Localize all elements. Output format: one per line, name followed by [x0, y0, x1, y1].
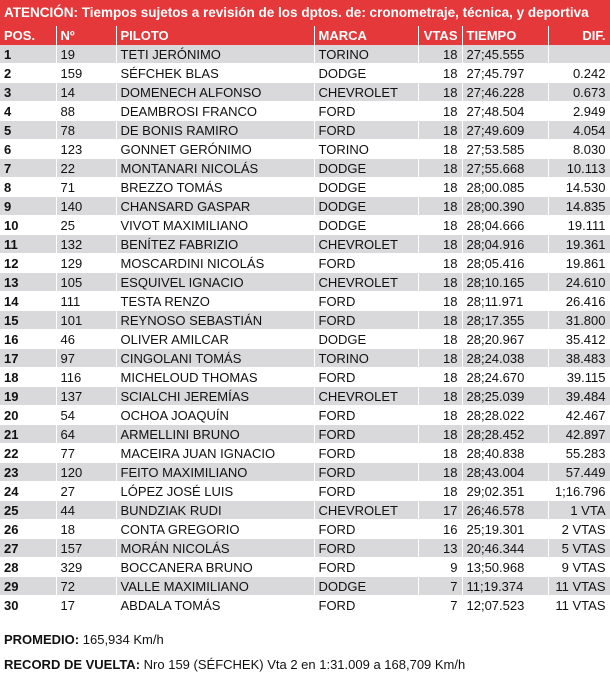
- cell-tiempo: 27;53.585: [462, 140, 548, 159]
- cell-pos: 27: [0, 539, 56, 558]
- cell-num: 27: [56, 482, 116, 501]
- cell-pos: 3: [0, 83, 56, 102]
- cell-marca: TORINO: [314, 349, 418, 368]
- cell-num: 71: [56, 178, 116, 197]
- cell-marca: FORD: [314, 425, 418, 444]
- cell-num: 120: [56, 463, 116, 482]
- cell-tiempo: 27;46.228: [462, 83, 548, 102]
- table-row: [0, 501, 610, 520]
- cell-tiempo: 28;24.038: [462, 349, 548, 368]
- table-row: [0, 330, 610, 349]
- cell-marca: TORINO: [314, 140, 418, 159]
- cell-pos: 25: [0, 501, 56, 520]
- cell-tiempo: 27;55.668: [462, 159, 548, 178]
- table-row: [0, 558, 610, 577]
- cell-pos: 9: [0, 197, 56, 216]
- cell-num: 116: [56, 368, 116, 387]
- col-header-dif: DIF.: [548, 26, 610, 45]
- col-header-piloto: PILOTO: [116, 26, 314, 45]
- cell-marca: CHEVROLET: [314, 235, 418, 254]
- cell-piloto: TETI JERÓNIMO: [116, 45, 314, 64]
- cell-vtas: 18: [418, 311, 462, 330]
- cell-dif: [548, 45, 610, 64]
- cell-num: 17: [56, 596, 116, 615]
- cell-dif: 39.115: [548, 368, 610, 387]
- cell-dif: 11 VTAS: [548, 577, 610, 596]
- cell-marca: DODGE: [314, 197, 418, 216]
- table-row: [0, 64, 610, 83]
- cell-tiempo: 20;46.344: [462, 539, 548, 558]
- cell-piloto: DEAMBROSI FRANCO: [116, 102, 314, 121]
- cell-piloto: CHANSARD GASPAR: [116, 197, 314, 216]
- cell-pos: 1: [0, 45, 56, 64]
- cell-marca: FORD: [314, 311, 418, 330]
- table-row: [0, 596, 610, 615]
- table-row: [0, 387, 610, 406]
- cell-pos: 28: [0, 558, 56, 577]
- cell-tiempo: 28;05.416: [462, 254, 548, 273]
- table-row: [0, 178, 610, 197]
- cell-vtas: 18: [418, 292, 462, 311]
- cell-vtas: 18: [418, 349, 462, 368]
- cell-marca: FORD: [314, 558, 418, 577]
- cell-marca: FORD: [314, 254, 418, 273]
- table-row: [0, 102, 610, 121]
- cell-vtas: 9: [418, 558, 462, 577]
- results-footer: [0, 615, 610, 674]
- cell-tiempo: 28;25.039: [462, 387, 548, 406]
- cell-piloto: CONTA GREGORIO: [116, 520, 314, 539]
- cell-piloto: BENÍTEZ FABRIZIO: [116, 235, 314, 254]
- cell-piloto: LÓPEZ JOSÉ LUIS: [116, 482, 314, 501]
- cell-vtas: 18: [418, 254, 462, 273]
- cell-pos: 11: [0, 235, 56, 254]
- cell-dif: 2.949: [548, 102, 610, 121]
- cell-vtas: 18: [418, 64, 462, 83]
- cell-piloto: MOSCARDINI NICOLÁS: [116, 254, 314, 273]
- cell-num: 105: [56, 273, 116, 292]
- table-row: [0, 482, 610, 501]
- cell-tiempo: 13;50.968: [462, 558, 548, 577]
- cell-num: 54: [56, 406, 116, 425]
- cell-vtas: 18: [418, 121, 462, 140]
- cell-vtas: 18: [418, 197, 462, 216]
- cell-num: 72: [56, 577, 116, 596]
- cell-tiempo: 25;19.301: [462, 520, 548, 539]
- cell-num: 111: [56, 292, 116, 311]
- cell-num: 78: [56, 121, 116, 140]
- cell-num: 22: [56, 159, 116, 178]
- cell-piloto: ESQUIVEL IGNACIO: [116, 273, 314, 292]
- cell-marca: FORD: [314, 368, 418, 387]
- cell-vtas: 18: [418, 482, 462, 501]
- cell-piloto: SCIALCHI JEREMÍAS: [116, 387, 314, 406]
- cell-pos: 18: [0, 368, 56, 387]
- cell-vtas: 18: [418, 235, 462, 254]
- cell-marca: FORD: [314, 102, 418, 121]
- cell-tiempo: 27;48.504: [462, 102, 548, 121]
- cell-piloto: ABDALA TOMÁS: [116, 596, 314, 615]
- table-row: [0, 368, 610, 387]
- cell-dif: 42.467: [548, 406, 610, 425]
- cell-vtas: 7: [418, 596, 462, 615]
- cell-vtas: 7: [418, 577, 462, 596]
- cell-tiempo: 28;20.967: [462, 330, 548, 349]
- lap-record-label: RECORD DE VUELTA:: [4, 657, 141, 672]
- cell-dif: 2 VTAS: [548, 520, 610, 539]
- cell-marca: FORD: [314, 406, 418, 425]
- cell-marca: CHEVROLET: [314, 83, 418, 102]
- cell-num: 64: [56, 425, 116, 444]
- cell-marca: FORD: [314, 463, 418, 482]
- cell-pos: 23: [0, 463, 56, 482]
- results-table: [0, 26, 610, 615]
- cell-pos: 24: [0, 482, 56, 501]
- cell-vtas: 13: [418, 539, 462, 558]
- cell-dif: 1 VTA: [548, 501, 610, 520]
- cell-tiempo: 12;07.523: [462, 596, 548, 615]
- cell-tiempo: 28;17.355: [462, 311, 548, 330]
- cell-pos: 20: [0, 406, 56, 425]
- cell-tiempo: 28;04.916: [462, 235, 548, 254]
- cell-num: 97: [56, 349, 116, 368]
- table-row: [0, 254, 610, 273]
- cell-num: 88: [56, 102, 116, 121]
- cell-piloto: MORÁN NICOLÁS: [116, 539, 314, 558]
- cell-dif: 0.673: [548, 83, 610, 102]
- table-row: [0, 311, 610, 330]
- cell-pos: 21: [0, 425, 56, 444]
- cell-marca: DODGE: [314, 178, 418, 197]
- cell-piloto: OCHOA JOAQUÍN: [116, 406, 314, 425]
- cell-vtas: 18: [418, 102, 462, 121]
- cell-dif: 24.610: [548, 273, 610, 292]
- lap-record: [4, 656, 610, 674]
- cell-pos: 8: [0, 178, 56, 197]
- cell-marca: FORD: [314, 520, 418, 539]
- cell-pos: 5: [0, 121, 56, 140]
- cell-tiempo: 28;28.022: [462, 406, 548, 425]
- cell-marca: FORD: [314, 292, 418, 311]
- cell-num: 129: [56, 254, 116, 273]
- cell-num: 18: [56, 520, 116, 539]
- cell-vtas: 18: [418, 425, 462, 444]
- cell-dif: 19.861: [548, 254, 610, 273]
- cell-dif: 35.412: [548, 330, 610, 349]
- col-header-tiempo: TIEMPO: [462, 26, 548, 45]
- col-header-pos: POS.: [0, 26, 56, 45]
- cell-num: 329: [56, 558, 116, 577]
- average-speed: [4, 631, 610, 649]
- cell-marca: CHEVROLET: [314, 501, 418, 520]
- cell-vtas: 18: [418, 83, 462, 102]
- cell-marca: DODGE: [314, 216, 418, 235]
- cell-dif: 4.054: [548, 121, 610, 140]
- table-row: [0, 83, 610, 102]
- cell-piloto: VALLE MAXIMILIANO: [116, 577, 314, 596]
- cell-dif: 1;16.796: [548, 482, 610, 501]
- cell-piloto: MICHELOUD THOMAS: [116, 368, 314, 387]
- cell-num: 14: [56, 83, 116, 102]
- cell-marca: FORD: [314, 482, 418, 501]
- cell-tiempo: 28;00.390: [462, 197, 548, 216]
- cell-vtas: 18: [418, 444, 462, 463]
- cell-num: 157: [56, 539, 116, 558]
- lap-record-value: Nro 159 (SÉFCHEK) Vta 2 en 1:31.009 a 168,709 Km/h: [143, 657, 466, 672]
- cell-piloto: GONNET GERÓNIMO: [116, 140, 314, 159]
- cell-marca: DODGE: [314, 577, 418, 596]
- cell-dif: 14.530: [548, 178, 610, 197]
- cell-num: 132: [56, 235, 116, 254]
- cell-piloto: BOCCANERA BRUNO: [116, 558, 314, 577]
- cell-dif: 0.242: [548, 64, 610, 83]
- cell-marca: FORD: [314, 444, 418, 463]
- cell-dif: 8.030: [548, 140, 610, 159]
- cell-pos: 19: [0, 387, 56, 406]
- cell-num: 159: [56, 64, 116, 83]
- table-row: [0, 45, 610, 64]
- cell-piloto: VIVOT MAXIMILIANO: [116, 216, 314, 235]
- cell-piloto: BREZZO TOMÁS: [116, 178, 314, 197]
- cell-tiempo: 28;10.165: [462, 273, 548, 292]
- cell-dif: 55.283: [548, 444, 610, 463]
- cell-pos: 17: [0, 349, 56, 368]
- cell-marca: FORD: [314, 539, 418, 558]
- cell-num: 19: [56, 45, 116, 64]
- cell-tiempo: 28;11.971: [462, 292, 548, 311]
- cell-pos: 12: [0, 254, 56, 273]
- col-header-vtas: VTAS: [418, 26, 462, 45]
- cell-dif: 57.449: [548, 463, 610, 482]
- cell-tiempo: 27;45.555: [462, 45, 548, 64]
- table-row: [0, 349, 610, 368]
- cell-vtas: 18: [418, 216, 462, 235]
- cell-vtas: 18: [418, 273, 462, 292]
- cell-marca: DODGE: [314, 159, 418, 178]
- cell-tiempo: 26;46.578: [462, 501, 548, 520]
- cell-num: 44: [56, 501, 116, 520]
- cell-piloto: REYNOSO SEBASTIÁN: [116, 311, 314, 330]
- table-row: [0, 520, 610, 539]
- cell-dif: 31.800: [548, 311, 610, 330]
- table-row: [0, 216, 610, 235]
- average-speed-label: PROMEDIO:: [4, 632, 80, 647]
- cell-tiempo: 28;04.666: [462, 216, 548, 235]
- table-row: [0, 444, 610, 463]
- cell-tiempo: 11;19.374: [462, 577, 548, 596]
- cell-vtas: 18: [418, 463, 462, 482]
- cell-tiempo: 28;24.670: [462, 368, 548, 387]
- cell-marca: FORD: [314, 121, 418, 140]
- cell-tiempo: 29;02.351: [462, 482, 548, 501]
- cell-marca: CHEVROLET: [314, 387, 418, 406]
- cell-dif: 26.416: [548, 292, 610, 311]
- cell-marca: FORD: [314, 596, 418, 615]
- table-row: [0, 463, 610, 482]
- cell-vtas: 18: [418, 159, 462, 178]
- cell-pos: 30: [0, 596, 56, 615]
- cell-tiempo: 28;28.452: [462, 425, 548, 444]
- table-row: [0, 197, 610, 216]
- cell-piloto: MACEIRA JUAN IGNACIO: [116, 444, 314, 463]
- cell-vtas: 18: [418, 178, 462, 197]
- cell-piloto: DE BONIS RAMIRO: [116, 121, 314, 140]
- cell-pos: 29: [0, 577, 56, 596]
- cell-num: 137: [56, 387, 116, 406]
- col-header-num: Nº: [56, 26, 116, 45]
- cell-vtas: 18: [418, 387, 462, 406]
- cell-dif: 5 VTAS: [548, 539, 610, 558]
- cell-tiempo: 27;49.609: [462, 121, 548, 140]
- cell-pos: 22: [0, 444, 56, 463]
- cell-pos: 16: [0, 330, 56, 349]
- cell-tiempo: 28;43.004: [462, 463, 548, 482]
- attention-banner: ATENCIÓN: Tiempos sujetos a revisión de los dptos. de: cronometraje, técnica, y deportiva: [0, 0, 610, 26]
- cell-pos: 26: [0, 520, 56, 539]
- table-row: [0, 539, 610, 558]
- table-row: [0, 159, 610, 178]
- table-row: [0, 425, 610, 444]
- cell-pos: 14: [0, 292, 56, 311]
- cell-piloto: MONTANARI NICOLÁS: [116, 159, 314, 178]
- average-speed-value: 165,934 Km/h: [82, 632, 164, 647]
- table-row: [0, 292, 610, 311]
- cell-piloto: ARMELLINI BRUNO: [116, 425, 314, 444]
- table-header-row: [0, 26, 610, 45]
- cell-vtas: 18: [418, 45, 462, 64]
- table-row: [0, 273, 610, 292]
- cell-piloto: TESTA RENZO: [116, 292, 314, 311]
- col-header-marca: MARCA: [314, 26, 418, 45]
- cell-vtas: 16: [418, 520, 462, 539]
- cell-num: 25: [56, 216, 116, 235]
- table-row: [0, 406, 610, 425]
- cell-pos: 2: [0, 64, 56, 83]
- cell-marca: CHEVROLET: [314, 273, 418, 292]
- cell-vtas: 17: [418, 501, 462, 520]
- cell-piloto: BUNDZIAK RUDI: [116, 501, 314, 520]
- cell-num: 77: [56, 444, 116, 463]
- cell-dif: 11 VTAS: [548, 596, 610, 615]
- cell-num: 123: [56, 140, 116, 159]
- cell-num: 101: [56, 311, 116, 330]
- table-row: [0, 140, 610, 159]
- cell-tiempo: 28;00.085: [462, 178, 548, 197]
- cell-vtas: 18: [418, 406, 462, 425]
- cell-dif: 39.484: [548, 387, 610, 406]
- cell-piloto: CINGOLANI TOMÁS: [116, 349, 314, 368]
- cell-dif: 19.111: [548, 216, 610, 235]
- table-row: [0, 577, 610, 596]
- cell-dif: 14.835: [548, 197, 610, 216]
- cell-pos: 4: [0, 102, 56, 121]
- cell-dif: 38.483: [548, 349, 610, 368]
- cell-vtas: 18: [418, 330, 462, 349]
- cell-marca: TORINO: [314, 45, 418, 64]
- cell-tiempo: 27;45.797: [462, 64, 548, 83]
- cell-pos: 13: [0, 273, 56, 292]
- cell-dif: 10.113: [548, 159, 610, 178]
- cell-vtas: 18: [418, 140, 462, 159]
- cell-piloto: OLIVER AMILCAR: [116, 330, 314, 349]
- cell-pos: 15: [0, 311, 56, 330]
- cell-num: 140: [56, 197, 116, 216]
- cell-piloto: SÉFCHEK BLAS: [116, 64, 314, 83]
- cell-pos: 6: [0, 140, 56, 159]
- cell-num: 46: [56, 330, 116, 349]
- cell-marca: DODGE: [314, 330, 418, 349]
- cell-dif: 9 VTAS: [548, 558, 610, 577]
- cell-pos: 7: [0, 159, 56, 178]
- cell-dif: 19.361: [548, 235, 610, 254]
- cell-marca: DODGE: [314, 64, 418, 83]
- cell-pos: 10: [0, 216, 56, 235]
- table-row: [0, 121, 610, 140]
- cell-vtas: 18: [418, 368, 462, 387]
- cell-piloto: FEITO MAXIMILIANO: [116, 463, 314, 482]
- cell-piloto: DOMENECH ALFONSO: [116, 83, 314, 102]
- cell-dif: 42.897: [548, 425, 610, 444]
- table-row: [0, 235, 610, 254]
- cell-tiempo: 28;40.838: [462, 444, 548, 463]
